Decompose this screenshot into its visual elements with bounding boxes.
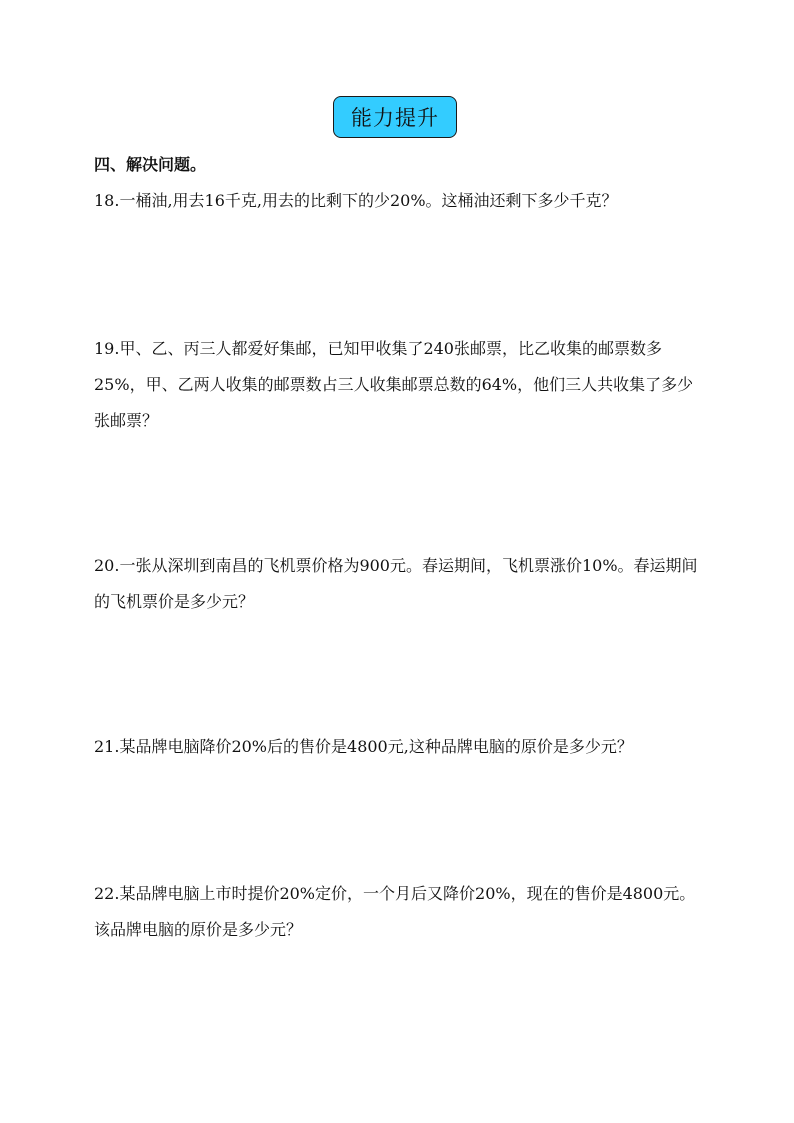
question-21: 21.某品牌电脑降价20%后的售价是4800元,这种品牌电脑的原价是多少元？ [94,737,633,756]
question-22: 22.某品牌电脑上市时提价20%定价，一个月后又降价20%，现在的售价是4800元。该品牌电脑的原价是多少元？ [94,884,696,939]
section-heading: 四、解决问题。 [94,155,207,174]
section-badge [333,96,457,138]
question-18: 18.一桶油,用去16千克,用去的比剩下的少20%。这桶油还剩下多少千克？ [94,191,618,210]
question-20: 20.一张从深圳到南昌的飞机票价格为900元。春运期间，飞机票涨价10%。春运期间的飞机票价是多少元？ [94,556,698,611]
question-19: 19.甲、乙、丙三人都爱好集邮，已知甲收集了240张邮票，比乙收集的邮票数多25%，甲、乙两人收集的邮票数占三人收集邮票总数的64%，他们三人共收集了多少张邮票？ [94,339,694,430]
section-badge-label: 能力提升 [351,106,439,130]
